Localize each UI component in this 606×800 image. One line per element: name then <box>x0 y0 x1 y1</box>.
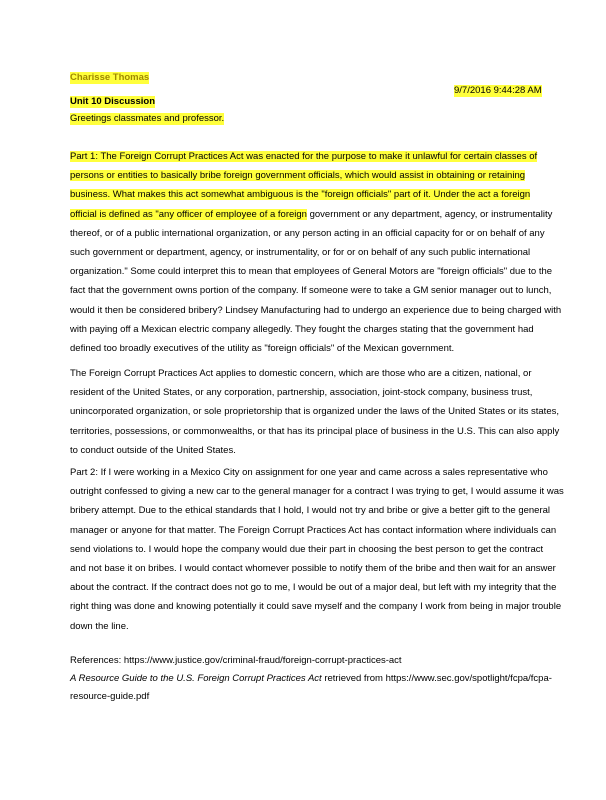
paragraph-line: manager or anyone for that matter. The Foreign Corrupt Practices Act has contact information where individuals can <box>70 524 557 536</box>
paragraph-line: down the line. <box>70 620 129 632</box>
paragraph-line: bribery attempt. Due to the ethical standards that I hold, I would not try and bribe or give a better gift to the general <box>70 505 551 517</box>
paragraph-line: thereof, or of a public international organization, or any person acting in an official capacity for or on behalf of any <box>70 227 545 239</box>
author-name: Charisse Thomas <box>70 72 150 83</box>
paragraph-line: Part 1: The Foreign Corrupt Practices Act was enacted for the purpose to make it unlawful for certain classes of <box>70 151 538 162</box>
paragraph-part2 <box>70 463 564 636</box>
paragraph-line: right thing was done and knowing potentially it could save myself and the company I work from being in major trouble <box>70 601 562 613</box>
paragraph-line: unincorporated organization, or sole proprietorship that is organized under the laws of the United States or its states, <box>70 406 559 418</box>
paragraph-part1 <box>70 147 562 358</box>
discussion-title: Unit 10 Discussion <box>70 96 155 107</box>
paragraph-line: about the contract. If the contract does not go to me, I would be out of a major deal, but left with my integrity that the <box>70 582 557 594</box>
references-section <box>70 652 552 706</box>
reference-line: References: https://www.justice.gov/criminal-fraud/foreign-corrupt-practices-act <box>70 655 402 666</box>
paragraph-line: with paying off a Mexican electric company allegedly. They fought the charges stating that the government had <box>70 323 534 335</box>
greeting-text: Greetings classmates and professor. <box>70 113 225 124</box>
paragraph-line: resident of the United States, or any corporation, partnership, association, joint-stock company, business trust, <box>70 387 533 399</box>
paragraph-line: Part 2: If I were working in a Mexico City on assignment for one year and came across a sales representative who <box>70 467 548 478</box>
reference-line: resource-guide.pdf <box>70 691 150 702</box>
paragraph-line: The Foreign Corrupt Practices Act applies to domestic concern, which are those who are a citizen, national, or <box>70 368 532 379</box>
paragraph-line: business. What makes this act somewhat ambiguous is the "foreign officials" part of it. Under the act a foreign <box>70 189 531 201</box>
post-timestamp: 9/7/2016 9:44:28 AM <box>454 85 542 96</box>
paragraph-line: defined too broadly executives of the utility as "foreign officials" of the Mexican government. <box>70 342 455 354</box>
paragraph-line: persons or entities to basically bribe foreign government officials, which would assist in obtaining or retaining <box>70 170 526 182</box>
paragraph-line: territories, possessions, or commonwealths, or that has its principal place of business in the U.S. This can also apply <box>70 425 560 437</box>
paragraph-line: fact that the government owns portion of the company. If someone were to take a GM senior manager out to lunch, <box>70 285 552 297</box>
paragraph-line: would it then be considered bribery? Lindsey Manufacturing had to undergo an experience due to being charged with <box>70 304 562 316</box>
paragraph-line: send violations to. I would hope the company would due their part in choosing the best person to get the contract <box>70 543 544 555</box>
paragraph-line: such government or department, agency, or instrumentality, or for or on behalf of any such public international <box>70 246 531 258</box>
paragraph-fcpa-scope <box>70 364 560 460</box>
paragraph-line: to conduct outside of the United States. <box>70 444 236 456</box>
reference-title: A Resource Guide to the U.S. Foreign Corrupt Practices Act <box>70 673 322 684</box>
paragraph-line: outright confessed to giving a new car to the general manager for a contract I was trying to get, I would assume it was <box>70 486 564 498</box>
paragraph-line: official is defined as "any officer of employee of a foreign government or any department, agency, or instrumentality <box>70 208 553 220</box>
paragraph-line: and not base it on bribes. I would contact whomever possible to notify them of the bribe and then wait for an answer <box>70 562 556 574</box>
paragraph-line: organization." Some could interpret this to mean that employees of General Motors are "foreign officials" due to the <box>70 266 553 278</box>
reference-line: A Resource Guide to the U.S. Foreign Corrupt Practices Act retrieved from https://www.sec.gov/spotlight/fcpa/fcpa- <box>70 673 552 684</box>
